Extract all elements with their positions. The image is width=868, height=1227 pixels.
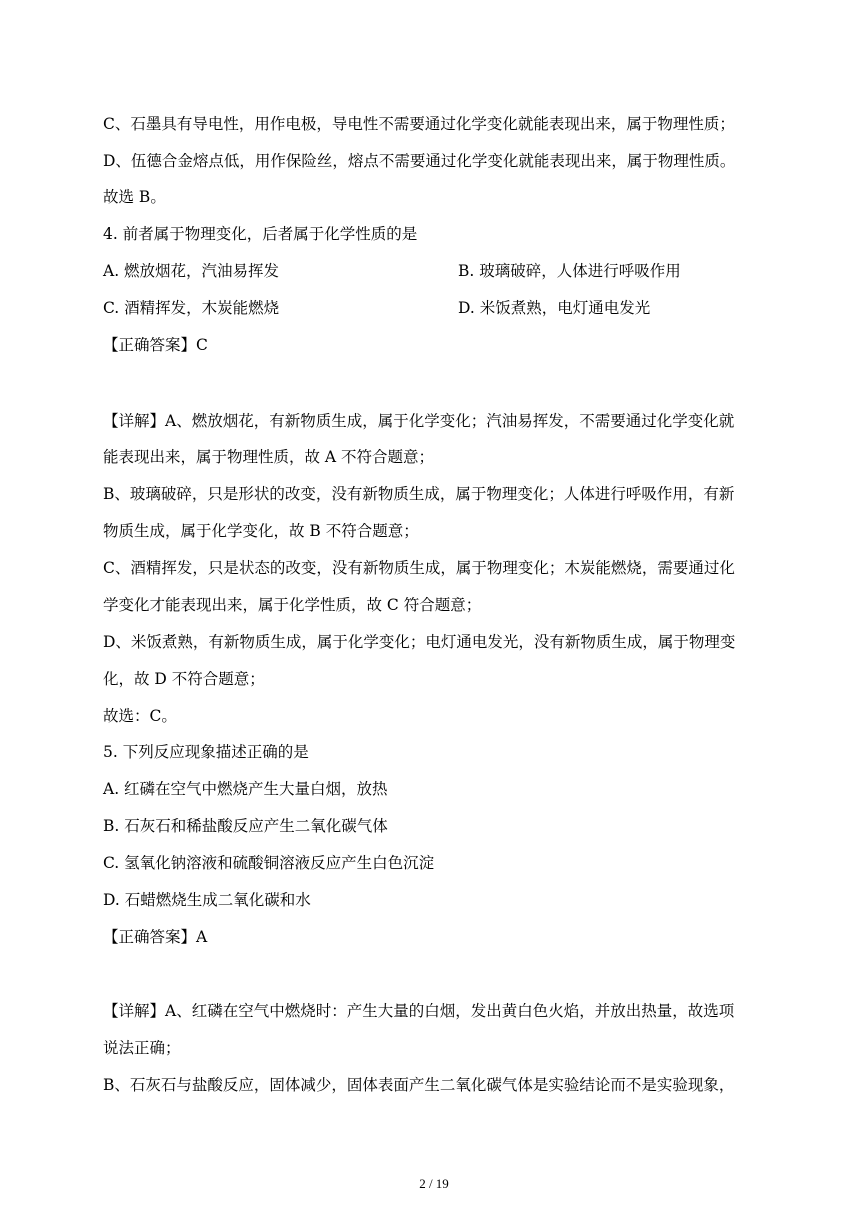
q5-option-d: D. 石蜡燃烧生成二氧化碳和水 <box>103 891 311 909</box>
page-number: 2 / 19 <box>419 1176 449 1191</box>
q4-option-c: C. 酒精挥发，木炭能燃烧 <box>103 299 280 317</box>
q5-option-c: C. 氢氧化钠溶液和硫酸铜溶液反应产生白色沉淀 <box>103 854 435 872</box>
q4-detail-line: C、酒精挥发，只是状态的改变，没有新物质生成，属于物理变化；木炭能燃烧，需要通过化 <box>103 559 735 577</box>
q4-option-b: B. 玻璃破碎，人体进行呼吸作用 <box>458 262 681 280</box>
q5-detail-line: 说法正确； <box>103 1039 181 1057</box>
q4-detail-line: B、玻璃破碎，只是形状的改变，没有新物质生成，属于物理变化；人体进行呼吸作用，有新 <box>103 485 735 503</box>
explanation-line: 故选 B。 <box>103 188 166 206</box>
q4-detail-line: 物质生成，属于化学变化，故 B 不符合题意； <box>103 522 419 540</box>
q4-answer: 【正确答案】C <box>103 336 208 354</box>
q5-option-a: A. 红磷在空气中燃烧产生大量白烟，放热 <box>103 780 388 798</box>
q5-option-b: B. 石灰石和稀盐酸反应产生二氧化碳气体 <box>103 817 388 835</box>
q4-detail-line: 故选：C。 <box>103 707 177 725</box>
q4-detail-line: D、米饭煮熟，有新物质生成，属于化学变化；电灯通电发光，没有新物质生成，属于物理变 <box>103 633 736 651</box>
q4-option-d: D. 米饭煮熟，电灯通电发光 <box>458 299 651 317</box>
explanation-line: D、伍德合金熔点低，用作保险丝，熔点不需要通过化学变化就能表现出来，属于物理性质。 <box>103 152 736 170</box>
q4-option-a: A. 燃放烟花，汽油易挥发 <box>103 262 280 280</box>
explanation-line: C、石墨具有导电性，用作电极，导电性不需要通过化学变化就能表现出来，属于物理性质； <box>103 115 735 133</box>
q5-detail-line: 【详解】A、红磷在空气中燃烧时：产生大量的白烟，发出黄白色火焰，并放出热量，故选项 <box>103 1002 735 1020</box>
q4-detail-line: 能表现出来，属于物理性质，故 A 不符合题意； <box>103 448 435 466</box>
q5-detail-line: B、石灰石与盐酸反应，固体减少，固体表面产生二氧化碳气体是实验结论而不是实验现象， <box>103 1076 735 1094</box>
q4-detail-line: 【详解】A、燃放烟花，有新物质生成，属于化学变化；汽油易挥发，不需要通过化学变化就 <box>103 412 735 430</box>
q5-answer: 【正确答案】A <box>103 928 208 946</box>
question-4-stem: 4. 前者属于物理变化，后者属于化学性质的是 <box>103 225 418 243</box>
q4-detail-line: 化，故 D 不符合题意； <box>103 670 265 688</box>
q4-detail-line: 学变化才能表现出来，属于化学性质，故 C 符合题意； <box>103 596 482 614</box>
question-5-stem: 5. 下列反应现象描述正确的是 <box>103 743 309 761</box>
